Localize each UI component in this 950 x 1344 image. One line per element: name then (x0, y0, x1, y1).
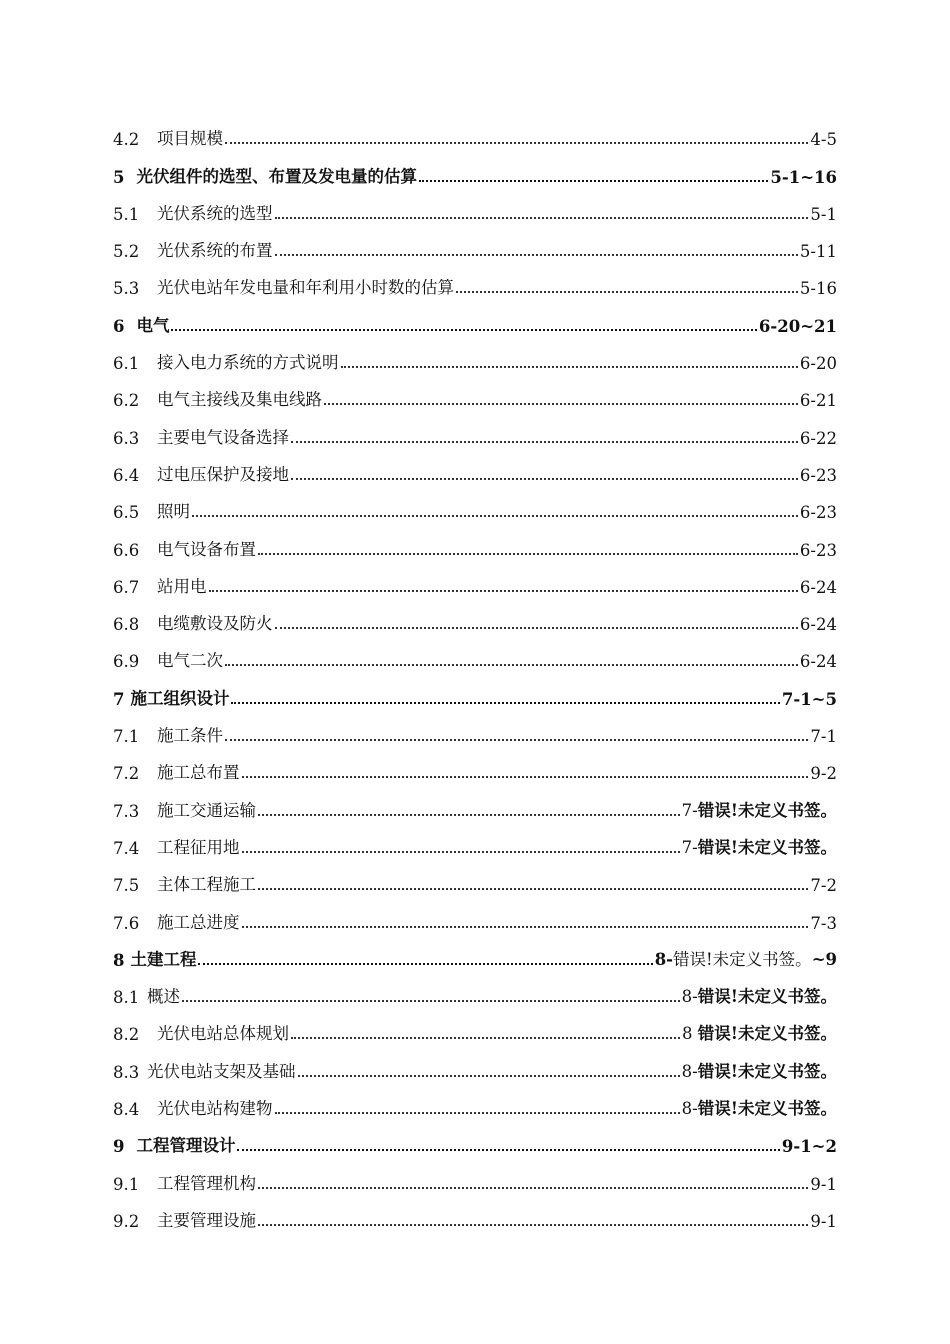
toc-entry-page: 7-3 (810, 913, 837, 933)
toc-entry-title: 工程征用地 (157, 837, 240, 857)
toc-dot-leader (225, 141, 808, 144)
toc-chapter-entry[interactable] (113, 933, 837, 970)
toc-entry-title: 施工总布置 (157, 763, 240, 783)
toc-dot-leader (324, 402, 798, 405)
toc-entry-page: 6-22 (799, 428, 837, 448)
toc-entry-page: 6-21 (799, 391, 837, 411)
page-prefix: 8- (681, 1061, 698, 1081)
toc-entry[interactable] (113, 783, 837, 820)
toc-entry-page (682, 1095, 837, 1119)
table-of-contents (113, 112, 837, 1231)
bookmark-error-text: 错误!未定义书签。 (697, 800, 837, 820)
toc-entry-title: 主体工程施工 (157, 875, 256, 895)
toc-entry[interactable] (113, 112, 837, 149)
page-prefix: 7- (681, 800, 698, 820)
toc-entry[interactable] (113, 261, 837, 298)
toc-entry-number: 6.3 (113, 428, 140, 448)
toc-entry[interactable] (113, 1082, 837, 1119)
toc-chapter-entry[interactable] (113, 298, 837, 335)
toc-dot-leader (171, 328, 756, 331)
toc-entry-title: 光伏电站构建物 (157, 1099, 273, 1119)
toc-dot-leader (258, 1223, 808, 1226)
toc-entry-number: 7.4 (113, 838, 140, 858)
toc-dot-leader (341, 365, 798, 368)
toc-entry[interactable] (113, 821, 837, 858)
toc-entry-page: 5-1 (810, 204, 837, 224)
toc-entry-number: 6.1 (113, 354, 140, 374)
toc-dot-leader (298, 1074, 680, 1077)
page-prefix: 7- (681, 837, 698, 857)
toc-entry-page (682, 983, 837, 1007)
toc-entry-title: 光伏电站支架及基础 (147, 1061, 296, 1081)
toc-entry[interactable] (113, 895, 837, 932)
toc-entry-title: 施工总进度 (157, 912, 240, 932)
toc-entry-title: 主要电气设备选择 (157, 427, 289, 447)
toc-entry-page: 6-23 (799, 503, 837, 523)
toc-entry-number: 9.1 (113, 1174, 140, 1194)
toc-dot-leader (258, 887, 808, 890)
toc-dot-leader (242, 850, 680, 853)
toc-entry-number: 6 (113, 316, 125, 336)
toc-entry[interactable] (113, 485, 837, 522)
toc-entry-page: 9-1 (810, 1174, 837, 1194)
toc-dot-leader (209, 589, 798, 592)
toc-entry[interactable] (113, 634, 837, 671)
toc-entry[interactable] (113, 746, 837, 783)
toc-dot-leader (275, 626, 798, 629)
toc-entry-title: 电气设备布置 (157, 539, 256, 559)
toc-entry-number: 5.3 (113, 279, 140, 299)
toc-dot-leader (242, 925, 809, 928)
toc-entry-number: 7.3 (113, 801, 140, 821)
toc-entry-number: 8 (113, 950, 125, 970)
toc-entry-page: 6-24 (799, 652, 837, 672)
page-prefix: 8 (682, 1024, 698, 1044)
toc-dot-leader (291, 440, 798, 443)
toc-entry-title: 施工交通运输 (157, 800, 256, 820)
toc-entry-title: 照明 (157, 502, 190, 522)
toc-entry-page: 7-1~5 (781, 689, 837, 709)
toc-entry-page: 9-2 (810, 764, 837, 784)
bookmark-error-text: 错误!未定义书签。 (673, 949, 812, 969)
toc-entry-title: 光伏系统的选型 (157, 203, 273, 223)
toc-entry-title: 光伏组件的选型、布置及发电量的估算 (136, 166, 417, 186)
toc-entry-title: 施工条件 (157, 726, 223, 746)
toc-entry-title: 光伏电站总体规划 (157, 1024, 289, 1044)
toc-entry[interactable] (113, 858, 837, 895)
toc-dot-leader (237, 1148, 779, 1151)
toc-dot-leader (275, 1111, 680, 1114)
toc-dot-leader (182, 999, 680, 1002)
toc-chapter-entry[interactable] (113, 1119, 837, 1156)
toc-entry-page: 7-1 (810, 727, 837, 747)
toc-entry-number: 5.1 (113, 204, 140, 224)
toc-dot-leader (225, 738, 808, 741)
page-prefix: 8- (681, 1099, 698, 1119)
toc-entry[interactable] (113, 1194, 837, 1231)
toc-entry-page (682, 797, 837, 821)
toc-entry-title: 电气二次 (157, 651, 223, 671)
toc-entry[interactable] (113, 522, 837, 559)
toc-dot-leader (242, 775, 809, 778)
page-suffix: ~9 (811, 949, 837, 969)
toc-entry-page (655, 946, 837, 970)
toc-entry-number: 6.4 (113, 465, 140, 485)
toc-entry-title: 施工组织设计 (130, 688, 230, 708)
toc-entry-page: 5-16 (799, 279, 837, 299)
toc-entry-page: 6-20~21 (758, 316, 837, 336)
toc-entry-page: 5-1~16 (770, 167, 837, 187)
toc-entry-number: 8.3 (113, 1062, 140, 1082)
toc-dot-leader (456, 290, 798, 293)
toc-entry-title: 电气 (136, 315, 170, 335)
toc-entry-title: 电缆敷设及防火 (157, 614, 273, 634)
toc-entry-page: 6-20 (799, 354, 837, 374)
toc-entry-page: 6-24 (799, 615, 837, 635)
toc-entry-page (682, 834, 837, 858)
toc-entry-title: 概述 (147, 987, 180, 1007)
toc-dot-leader (225, 663, 798, 666)
page-prefix: 8- (654, 949, 674, 969)
toc-entry[interactable] (113, 373, 837, 410)
toc-entry-number: 6.9 (113, 652, 140, 672)
toc-entry-title: 工程管理设计 (136, 1136, 236, 1156)
toc-entry-number: 8.4 (113, 1100, 140, 1120)
bookmark-error-text: 错误!未定义书签。 (697, 1061, 837, 1081)
toc-entry[interactable] (113, 1156, 837, 1193)
bookmark-error-text: 错误!未定义书签。 (697, 837, 837, 857)
toc-entry-number: 5.2 (113, 242, 140, 262)
toc-entry-title: 土建工程 (130, 949, 197, 969)
toc-entry-title: 站用电 (157, 576, 207, 596)
toc-dot-leader (198, 962, 652, 965)
toc-entry-number: 6.6 (113, 540, 140, 560)
toc-dot-leader (419, 179, 768, 182)
toc-dot-leader (192, 514, 798, 517)
toc-entry[interactable] (113, 448, 837, 485)
toc-entry[interactable] (113, 187, 837, 224)
toc-dot-leader (291, 1036, 680, 1039)
toc-entry-title: 电气主接线及集电线路 (157, 390, 322, 410)
toc-dot-leader (258, 1186, 808, 1189)
toc-entry-title: 项目规模 (157, 129, 223, 149)
toc-entry-number: 7.1 (113, 727, 140, 747)
toc-entry-number: 7.6 (113, 913, 140, 933)
toc-entry-title: 主要管理设施 (157, 1210, 256, 1230)
toc-entry[interactable] (113, 410, 837, 447)
toc-entry-title: 接入电力系统的方式说明 (157, 353, 339, 373)
toc-entry-number: 5 (113, 167, 125, 187)
toc-dot-leader (291, 477, 798, 480)
toc-entry-number: 7 (113, 689, 125, 709)
toc-entry[interactable] (113, 709, 837, 746)
toc-entry-page: 4-5 (810, 130, 837, 150)
toc-chapter-entry[interactable] (113, 149, 837, 186)
bookmark-error-text: 错误!未定义书签。 (697, 1099, 837, 1119)
toc-chapter-entry[interactable] (113, 671, 837, 708)
toc-entry-number: 9.2 (113, 1211, 140, 1231)
page-prefix: 8- (681, 987, 698, 1007)
toc-entry-page: 7-2 (810, 876, 837, 896)
toc-entry-title: 过电压保护及接地 (157, 464, 289, 484)
toc-entry[interactable] (113, 1007, 837, 1044)
toc-entry-number: 7.5 (113, 876, 140, 896)
toc-entry[interactable] (113, 1044, 837, 1081)
toc-entry[interactable] (113, 560, 837, 597)
toc-entry-number: 8.2 (113, 1025, 140, 1045)
toc-entry-page: 6-23 (799, 540, 837, 560)
toc-entry-title: 工程管理机构 (157, 1173, 256, 1193)
toc-entry-number: 6.2 (113, 391, 140, 411)
toc-entry-page: 9-1 (810, 1211, 837, 1231)
toc-entry-number: 8.1 (113, 988, 140, 1008)
toc-entry-page: 5-11 (799, 242, 837, 262)
toc-dot-leader (258, 813, 680, 816)
toc-entry-page: 6-24 (799, 577, 837, 597)
bookmark-error-text: 错误!未定义书签。 (697, 1024, 837, 1044)
toc-entry-number: 9 (113, 1137, 125, 1157)
toc-entry-page (682, 1058, 837, 1082)
toc-dot-leader (231, 701, 779, 704)
toc-entry[interactable] (113, 597, 837, 634)
toc-entry[interactable] (113, 336, 837, 373)
toc-entry-page (682, 1020, 837, 1044)
bookmark-error-text: 错误!未定义书签。 (697, 987, 837, 1007)
toc-entry[interactable] (113, 970, 837, 1007)
toc-dot-leader (258, 552, 798, 555)
toc-entry-title: 光伏电站年发电量和年利用小时数的估算 (157, 278, 454, 298)
toc-entry[interactable] (113, 224, 837, 261)
toc-entry-page: 6-23 (799, 465, 837, 485)
toc-entry-number: 7.2 (113, 764, 140, 784)
toc-entry-number: 6.8 (113, 615, 140, 635)
toc-entry-title: 光伏系统的布置 (157, 241, 273, 261)
toc-entry-number: 4.2 (113, 130, 140, 150)
toc-entry-number: 6.5 (113, 503, 140, 523)
toc-dot-leader (275, 253, 798, 256)
toc-dot-leader (275, 216, 809, 219)
toc-entry-number: 6.7 (113, 577, 140, 597)
toc-entry-page: 9-1~2 (781, 1137, 837, 1157)
